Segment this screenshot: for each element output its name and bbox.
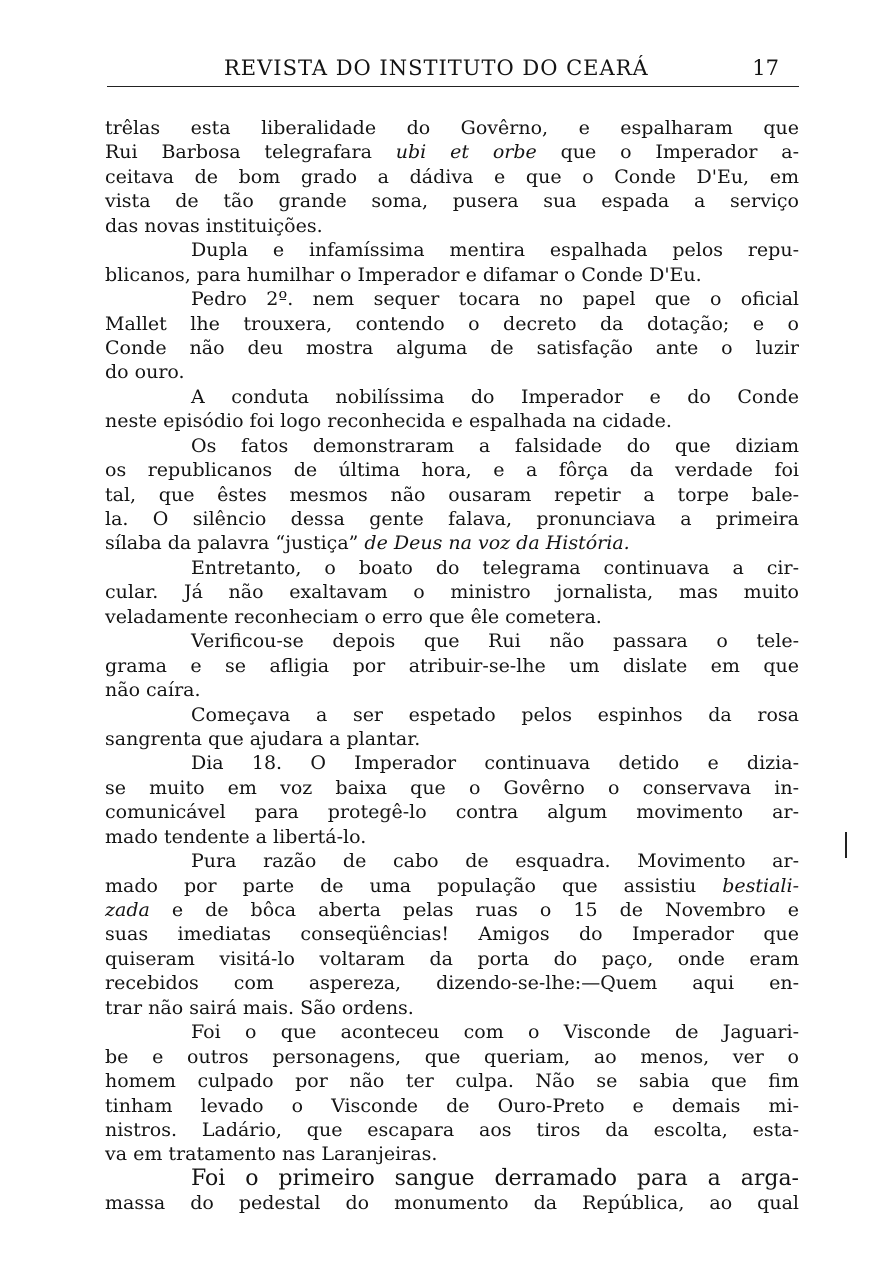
text-line: tinham levado o Visconde de Ouro-Preto e demais mi- <box>105 1094 799 1117</box>
text-line: quiseram visitá-lo voltaram da porta do paço, onde eram <box>105 947 799 970</box>
text-line: Verificou-se depois que Rui não passara o tele- <box>191 630 799 653</box>
text-line: be e outros personagens, que queriam, ao menos, ver o <box>105 1045 799 1068</box>
page-number: 17 <box>752 56 779 80</box>
text-line: se muito em voz baixa que o Govêrno o conservava in- <box>105 776 799 799</box>
page-header <box>107 54 799 87</box>
text-line: zada e de bôca aberta pelas ruas o 15 de Novembro e <box>105 899 799 921</box>
text-line: os republicanos de última hora, e a fôrça da verdade foi <box>105 459 799 482</box>
text-line: homem culpado por não ter culpa. Não se sabia que fim <box>105 1070 799 1093</box>
text-line: Pedro 2º. nem sequer tocara no papel que o oficial <box>191 288 799 311</box>
text-line: Começava a ser espetado pelos espinhos da rosa <box>191 703 799 726</box>
text-line: Conde não deu mostra alguma de satisfação ante o luzir <box>105 336 799 359</box>
text-line: suas imediatas conseqüências! Amigos do Imperador que <box>105 923 799 946</box>
text-line: mado tendente a libertá-lo. <box>105 825 367 848</box>
text-line: blicanos, para humilhar o Imperador e difamar o Conde D'Eu. <box>105 263 702 286</box>
text-line: va em tratamento nas Laranjeiras. <box>105 1143 438 1166</box>
text-line: neste episódio foi logo reconhecida e espalhada na cidade. <box>105 410 672 433</box>
text-line: do ouro. <box>105 361 185 384</box>
text-line: Dia 18. O Imperador continuava detido e dizia- <box>191 752 799 775</box>
text-line: Dupla e infamíssima mentira espalhada pelos repu- <box>191 239 799 262</box>
text-line: trêlas esta liberalidade do Govêrno, e espalharam que <box>105 117 799 139</box>
text-line: mado por parte de uma população que assistiu bestiali- <box>105 874 799 897</box>
text-line: Foi o primeiro sangue derramado para a arga- <box>191 1165 799 1191</box>
text-line: das novas instituições. <box>105 214 323 237</box>
text-line: comunicável para protegê-lo contra algum movimento ar- <box>105 801 799 824</box>
text-line: trar não sairá mais. São ordens. <box>105 996 414 1019</box>
text-line: sílaba da palavra “justiça” de Deus na voz da História. <box>105 532 630 555</box>
text-line: Mallet lhe trouxera, contendo o decreto da dotação; e o <box>105 312 799 335</box>
text-line: sangrenta que ajudara a plantar. <box>105 727 421 750</box>
text-line: A conduta nobilíssima do Imperador e do Conde <box>191 385 799 408</box>
text-line: Entretanto, o boato do telegrama continuava a cir- <box>191 556 799 579</box>
text-line: vista de tão grande soma, pusera sua espada a serviço <box>105 190 799 213</box>
text-line: la. O silêncio dessa gente falava, pronunciava a primeira <box>105 508 799 530</box>
running-title: REVISTA DO INSTITUTO DO CEARÁ <box>224 56 649 80</box>
text-line: não caíra. <box>105 679 201 702</box>
text-line: Rui Barbosa telegrafara ubi et orbe que o Imperador a- <box>105 141 799 164</box>
text-line: massa do pedestal do monumento da República, ao qual <box>105 1192 799 1215</box>
text-line: Os fatos demonstraram a falsidade do que diziam <box>191 434 799 457</box>
body-text <box>105 116 799 1216</box>
text-line: ceitava de bom grado a dádiva e que o Conde D'Eu, em <box>105 165 799 188</box>
text-line: nistros. Ladário, que escapara aos tiros da escolta, esta- <box>105 1118 799 1141</box>
text-line: Foi o que aconteceu com o Visconde de Jaguari- <box>191 1021 799 1044</box>
text-line: Pura razão de cabo de esquadra. Movimento ar- <box>191 850 799 873</box>
margin-mark <box>845 832 847 858</box>
text-line: tal, que êstes mesmos não ousaram repetir a torpe bale- <box>105 483 799 506</box>
text-line: grama e se afligia por atribuir-se-lhe um dislate em que <box>105 654 799 677</box>
text-line: recebidos com aspereza, dizendo-se-lhe:—Quem aqui en- <box>105 972 799 995</box>
text-line: cular. Já não exaltavam o ministro jornalista, mas muito <box>105 581 799 604</box>
text-line: veladamente reconheciam o erro que êle cometera. <box>105 605 602 628</box>
